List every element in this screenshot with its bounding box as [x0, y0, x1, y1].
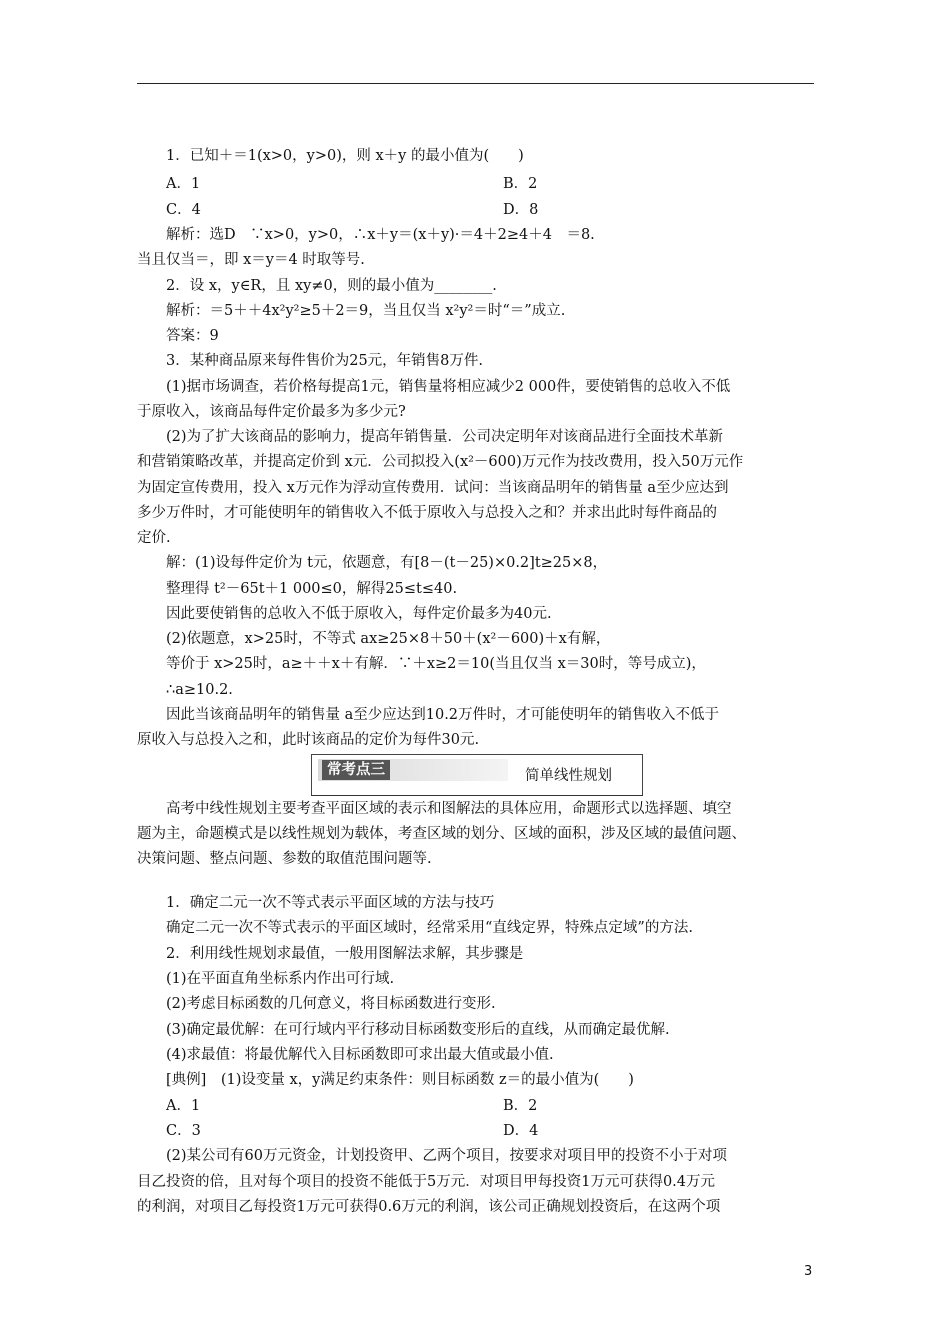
- analysis-line: 解析：＝5＋＋4x²y²≥5＋2＝9，当且仅当 x²y²＝时“＝”成立.: [166, 303, 566, 319]
- text-line: (2)为了扩大该商品的影响力，提高年销售量．公司决定明年对该商品进行全面技术革新: [166, 429, 724, 445]
- option-c: C．3: [166, 1123, 201, 1139]
- text-line: 为固定宣传费用，投入 x万元作为浮动宣传费用．试问：当该商品明年的销售量 a至少应达到: [137, 480, 729, 496]
- option-a: A．1: [166, 1098, 201, 1114]
- solution-line: 解：(1)设每件定价为 t元，依题意，有[8－(t－25)×0.2]t≥25×8，: [166, 555, 608, 571]
- question-3: 3．某种商品原来每件售价为25元，年销售8万件.: [166, 353, 484, 369]
- solution-line: 整理得 t²－65t＋1 000≤0，解得25≤t≤40.: [166, 581, 458, 597]
- method-heading: 1．确定二元一次不等式表示平面区域的方法与技巧: [166, 895, 495, 911]
- text-line: 于原收入，该商品每件定价最多为多少元?: [137, 404, 406, 420]
- example-line: (2)某公司有60万元资金，计划投资甲、乙两个项目，按要求对项目甲的投资不小于对项: [166, 1148, 727, 1164]
- banner-tag: 常考点三: [322, 760, 390, 780]
- example-line: 的利润，对项目乙每投资1万元可获得0.6万元的利润，该公司正确规划投资后，在这两个项: [137, 1199, 721, 1215]
- section-banner: [311, 754, 643, 796]
- solution-line: 等价于 x>25时，a≥＋＋x＋有解．∵＋x≥2＝10(当且仅当 x＝30时，等号成立)，: [166, 656, 706, 672]
- question-2: 2．设 x，y∈R，且 xy≠0，则的最小值为________.: [166, 278, 497, 294]
- solution-line: 原收入与总投入之和，此时该商品的定价为每件30元.: [137, 732, 480, 748]
- text-line: (1)据市场调查，若价格每提高1元，销售量将相应减少2 000件，要使销售的总收入不低: [166, 379, 731, 395]
- text-line: 定价.: [137, 530, 171, 546]
- text-line: 和营销策略改革，并提高定价到 x元．公司拟投入(x²－600)万元作为技改费用，投入50万元作: [137, 454, 744, 470]
- method-step: (1)在平面直角坐标系内作出可行域.: [166, 971, 395, 987]
- text-line: 多少万件时，才可能使明年的销售收入不低于原收入与总投入之和？并求出此时每件商品的: [137, 505, 717, 521]
- option-d: D．4: [503, 1123, 539, 1139]
- option-b: B．2: [503, 176, 538, 192]
- solution-line: ∴a≥10.2.: [166, 682, 233, 698]
- method-heading: 2．利用线性规划求最值，一般用图解法求解，其步骤是: [166, 946, 524, 962]
- banner-title: 简单线性规划: [525, 768, 612, 784]
- intro-line: 高考中线性规划主要考查平面区域的表示和图解法的具体应用，命题形式以选择题、填空: [166, 801, 732, 817]
- method-line: 确定二元一次不等式表示的平面区域时，经常采用“直线定界，特殊点定域”的方法.: [166, 920, 693, 936]
- text-line: 当且仅当＝，即 x＝y＝4 时取等号.: [137, 252, 365, 268]
- solution-line: (2)依题意，x>25时，不等式 ax≥25×8＋50＋(x²－600)＋x有解，: [166, 631, 611, 647]
- example-line: [典例] (1)设变量 x，y满足约束条件：则目标函数 z＝的最小值为( ): [166, 1072, 634, 1088]
- intro-line: 决策问题、整点问题、参数的取值范围问题等.: [137, 851, 432, 867]
- banner-tag-bar: [318, 759, 508, 781]
- intro-line: 题为主，命题模式是以线性规划为载体，考查区域的划分、区域的面积，涉及区域的最值问题、: [137, 826, 746, 842]
- option-b: B．2: [503, 1098, 538, 1114]
- page-number: 3: [804, 1264, 813, 1279]
- method-step: (3)确定最优解：在可行域内平行移动目标函数变形后的直线，从而确定最优解.: [166, 1022, 670, 1038]
- option-c: C．4: [166, 202, 201, 218]
- method-step: (4)求最值：将最优解代入目标函数即可求出最大值或最小值.: [166, 1047, 554, 1063]
- solution-line: 因此当该商品明年的销售量 a至少应达到10.2万件时，才可能使明年的销售收入不低于: [166, 707, 720, 723]
- question-1: 1．已知＋＝1(x>0，y>0)，则 x＋y 的最小值为( ): [166, 148, 524, 164]
- solution-line: 因此要使销售的总收入不低于原收入，每件定价最多为40元.: [166, 606, 552, 622]
- header-rule: [137, 83, 814, 84]
- method-step: (2)考虑目标函数的几何意义，将目标函数进行变形.: [166, 996, 496, 1012]
- example-line: 目乙投资的倍，且对每个项目的投资不能低于5万元．对项目甲每投资1万元可获得0.4万元: [137, 1174, 716, 1190]
- option-a: A．1: [166, 176, 201, 192]
- analysis-line: 解析：选D ∵x>0，y>0，∴x＋y＝(x＋y)·＝4＋2≥4＋4 ＝8.: [166, 227, 595, 243]
- answer-line: 答案：9: [166, 328, 219, 344]
- option-d: D．8: [503, 202, 539, 218]
